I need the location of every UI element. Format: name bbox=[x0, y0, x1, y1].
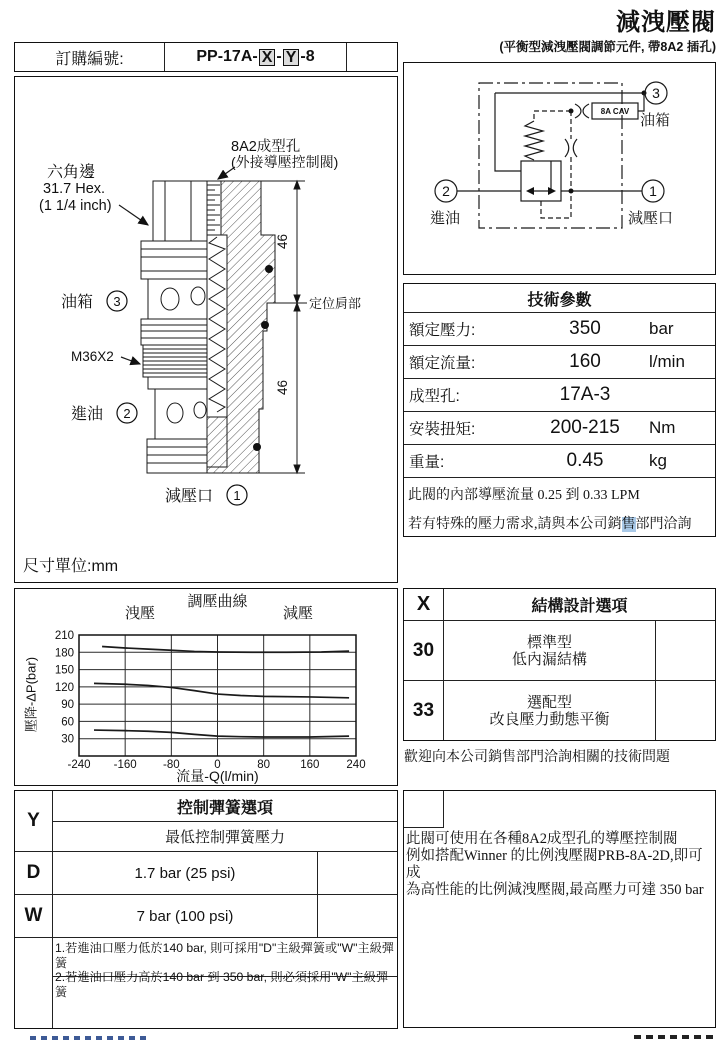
shoulder-label: 定位肩部 bbox=[309, 296, 362, 311]
tech-row-torque bbox=[404, 412, 715, 445]
svg-text:160: 160 bbox=[300, 759, 320, 771]
tech-params-table bbox=[403, 283, 716, 537]
design-option-33-desc bbox=[444, 681, 656, 740]
design-option-30-desc bbox=[444, 621, 656, 681]
tech-value: 200-215 bbox=[550, 417, 620, 438]
tech-value: 350 bbox=[569, 318, 601, 339]
page-title: 減洩壓閥 bbox=[616, 9, 716, 36]
order-number-code bbox=[165, 43, 347, 71]
pilot-note-line2: 例如搭配Winner 的比例洩壓閥PRB-8A-2D,即可成 bbox=[406, 848, 703, 881]
hydraulic-schematic bbox=[404, 63, 714, 273]
pilot-note-text bbox=[406, 831, 714, 899]
design-option-code-30: 30 bbox=[404, 621, 444, 681]
port-1-number: 1 bbox=[649, 183, 657, 199]
title-block bbox=[499, 2, 716, 55]
pilot-note-box bbox=[403, 790, 716, 1028]
order-code-suffix: -8 bbox=[300, 48, 315, 65]
svg-text:80: 80 bbox=[257, 759, 271, 771]
bottom-nose bbox=[147, 439, 207, 473]
tank-label: 油箱 bbox=[61, 294, 94, 311]
order-number-empty-cell bbox=[347, 43, 397, 71]
orifice-symbol bbox=[565, 139, 569, 157]
design-option-30-empty-cell bbox=[656, 621, 715, 681]
pressure-curve-chart bbox=[15, 589, 396, 784]
cav-label: 8A CAV bbox=[600, 107, 630, 116]
dimension-units-note: 尺寸單位:mm bbox=[23, 558, 119, 575]
tech-note2-highlight: 售 bbox=[621, 517, 636, 532]
tech-label: 安裝扭矩: bbox=[409, 421, 476, 438]
order-code-prefix: PP-17A- bbox=[196, 48, 258, 65]
collar bbox=[148, 377, 207, 389]
spring-option-d-value: 1.7 bar (25 psi) bbox=[53, 852, 318, 895]
svg-text:30: 30 bbox=[61, 733, 74, 746]
schematic-tank-label: 油箱 bbox=[640, 112, 671, 129]
spring-option-code-y: Y bbox=[15, 791, 53, 852]
spring-option-w-empty-cell bbox=[318, 895, 397, 938]
chart-region-relief-label: 洩壓 bbox=[124, 605, 155, 622]
spring-option-d-empty-cell bbox=[318, 852, 397, 895]
cavity-callout-line1: 8A2成型孔 bbox=[231, 139, 301, 155]
tech-row-weight bbox=[404, 445, 715, 478]
design-option-code-x: X bbox=[404, 589, 444, 621]
port-3-number: 3 bbox=[652, 85, 660, 101]
spring-filler-left-cell bbox=[15, 977, 53, 1028]
order-code-y-box: Y bbox=[283, 49, 300, 66]
design-option-33-line1: 選配型 bbox=[526, 693, 572, 711]
outlet-port-number: 1 bbox=[233, 488, 241, 503]
tank-port-number: 3 bbox=[113, 294, 121, 309]
pressure-curve-chart-box bbox=[14, 588, 398, 786]
svg-text:0: 0 bbox=[214, 759, 221, 771]
o-ring-middle bbox=[261, 321, 269, 329]
hex-label-line1: 六角邊 bbox=[47, 164, 96, 181]
spring-options-header: 控制彈簧選項 bbox=[53, 791, 397, 822]
chart-y-axis-label: 壓降-ΔP(bar) bbox=[23, 656, 39, 733]
hex-label-line2: 31.7 Hex. bbox=[43, 181, 106, 197]
valve-envelope-boundary bbox=[479, 83, 622, 228]
spring-plug bbox=[207, 417, 227, 467]
design-option-30-line2: 低內漏結構 bbox=[511, 650, 587, 668]
outlet-label: 減壓口 bbox=[165, 488, 214, 505]
tech-params-header: 技術參數 bbox=[404, 284, 715, 313]
footer-fragment-right bbox=[634, 1035, 718, 1039]
inlet-port-number: 2 bbox=[123, 406, 131, 421]
hydraulic-schematic-box bbox=[403, 62, 716, 275]
design-option-30-line1: 標準型 bbox=[526, 633, 572, 651]
schematic-inlet-label: 進油 bbox=[430, 210, 461, 227]
filter-symbol bbox=[575, 104, 581, 118]
schematic-spring bbox=[525, 121, 543, 160]
tech-row-flow bbox=[404, 346, 715, 379]
tech-label: 額定流量: bbox=[409, 355, 476, 372]
tech-note2-post: 部門洽詢 bbox=[635, 517, 692, 532]
spring-note-1: 1.若進油口壓力低於140 bar, 則可採用"D"主級彈簧或"W"主級彈簧 bbox=[55, 941, 394, 970]
tech-unit: Nm bbox=[649, 418, 676, 437]
spring-option-code-d: D bbox=[15, 852, 53, 895]
spool-box bbox=[521, 161, 561, 201]
dim-46-top: 46 bbox=[275, 233, 290, 249]
svg-text:180: 180 bbox=[54, 647, 74, 660]
tech-unit: bar bbox=[649, 319, 674, 338]
spring-option-notes bbox=[53, 938, 397, 999]
tech-note2-pre: 若有特殊的壓力需求,請與本公司銷 bbox=[408, 517, 622, 532]
port-2-number: 2 bbox=[442, 183, 450, 199]
valve-drawing-box bbox=[14, 76, 398, 583]
tech-label: 重量: bbox=[409, 454, 445, 471]
pilot-note-corner-cell bbox=[404, 791, 444, 828]
tech-value: 160 bbox=[569, 351, 601, 372]
spring-option-code-w: W bbox=[15, 895, 53, 938]
tech-label: 成型孔: bbox=[409, 388, 460, 405]
svg-text:60: 60 bbox=[61, 716, 74, 729]
footer-fragment-left bbox=[30, 1036, 150, 1040]
svg-text:-160: -160 bbox=[113, 759, 137, 771]
order-code-sep: - bbox=[276, 48, 282, 65]
o-ring-lower bbox=[253, 443, 261, 451]
schematic-outlet-label: 減壓口 bbox=[628, 210, 674, 227]
dim-46-bottom: 46 bbox=[275, 379, 290, 395]
hex-head bbox=[153, 181, 207, 241]
hex-label-line3: (1 1/4 inch) bbox=[39, 198, 112, 214]
step-flange bbox=[141, 319, 207, 345]
design-option-33-line2: 改良壓力動態平衡 bbox=[489, 710, 610, 728]
spring-options-subheader: 最低控制彈簧壓力 bbox=[53, 822, 397, 852]
spring-notes-left-empty-cell bbox=[15, 938, 53, 977]
mounting-thread-section bbox=[143, 345, 207, 377]
svg-text:150: 150 bbox=[54, 664, 74, 677]
tech-row-pressure bbox=[404, 313, 715, 346]
tech-label: 額定壓力: bbox=[409, 322, 476, 339]
thread-label: M36X2 bbox=[71, 349, 114, 364]
spring-note-2: 2.若進油口壓力高於140 bar 到 350 bar, 則必須採用"W"主級彈簧 bbox=[55, 970, 389, 999]
design-option-33-empty-cell bbox=[656, 681, 715, 740]
svg-text:-80: -80 bbox=[163, 759, 180, 771]
pilot-note-line1: 此閥可使用在各種8A2成型孔的導壓控制閥 bbox=[406, 831, 678, 847]
order-code-x-box: X bbox=[259, 49, 276, 66]
tech-note-pilot-flow: 此閥的內部導壓流量 0.25 到 0.33 LPM bbox=[408, 488, 640, 503]
svg-text:-240: -240 bbox=[67, 759, 91, 771]
chart-x-axis-label: 流量-Q(l/min) bbox=[176, 768, 259, 784]
design-options-header: 結構設計選項 bbox=[444, 589, 715, 621]
sales-contact-note: 歡迎向本公司銷售部門洽詢相關的技術問題 bbox=[404, 748, 670, 764]
page-subtitle: (平衡型減洩壓閥調節元件, 帶8A2 插孔) bbox=[499, 40, 716, 54]
tech-unit: kg bbox=[649, 451, 667, 470]
tech-row-cavity bbox=[404, 379, 715, 412]
valve-body-outline bbox=[141, 181, 275, 473]
design-options-table bbox=[403, 588, 716, 741]
inlet-port-body bbox=[155, 389, 207, 439]
tech-value: 17A-3 bbox=[559, 384, 611, 405]
valve-cross-section-drawing bbox=[15, 77, 396, 581]
o-ring-upper bbox=[265, 265, 273, 273]
svg-text:90: 90 bbox=[61, 699, 74, 712]
svg-text:240: 240 bbox=[346, 759, 366, 771]
cavity-callout-line2: (外接導壓控制閥) bbox=[231, 154, 339, 170]
order-number-table bbox=[14, 42, 398, 72]
tech-unit: l/min bbox=[649, 352, 685, 371]
order-number-label: 訂購編號: bbox=[15, 43, 165, 71]
svg-text:210: 210 bbox=[54, 630, 74, 642]
tech-value: 0.45 bbox=[566, 450, 604, 471]
pilot-note-line3: 為高性能的比例減洩壓閥,最高壓力可達 350 bar bbox=[406, 882, 704, 898]
chart-region-reduce-label: 減壓 bbox=[282, 605, 313, 622]
tank-port-body bbox=[148, 279, 207, 319]
pilot-cavity-bore bbox=[207, 181, 221, 235]
spring-option-w-value: 7 bar (100 psi) bbox=[53, 895, 318, 938]
spring-options-table bbox=[14, 790, 398, 1029]
spring-filler-cell bbox=[53, 977, 397, 1028]
inlet-label: 進油 bbox=[71, 406, 104, 423]
tech-note-special-pressure bbox=[404, 504, 715, 533]
chart-title: 調壓曲線 bbox=[187, 593, 248, 610]
upper-flange bbox=[141, 241, 207, 279]
svg-text:120: 120 bbox=[54, 681, 74, 694]
design-option-code-33: 33 bbox=[404, 681, 444, 740]
